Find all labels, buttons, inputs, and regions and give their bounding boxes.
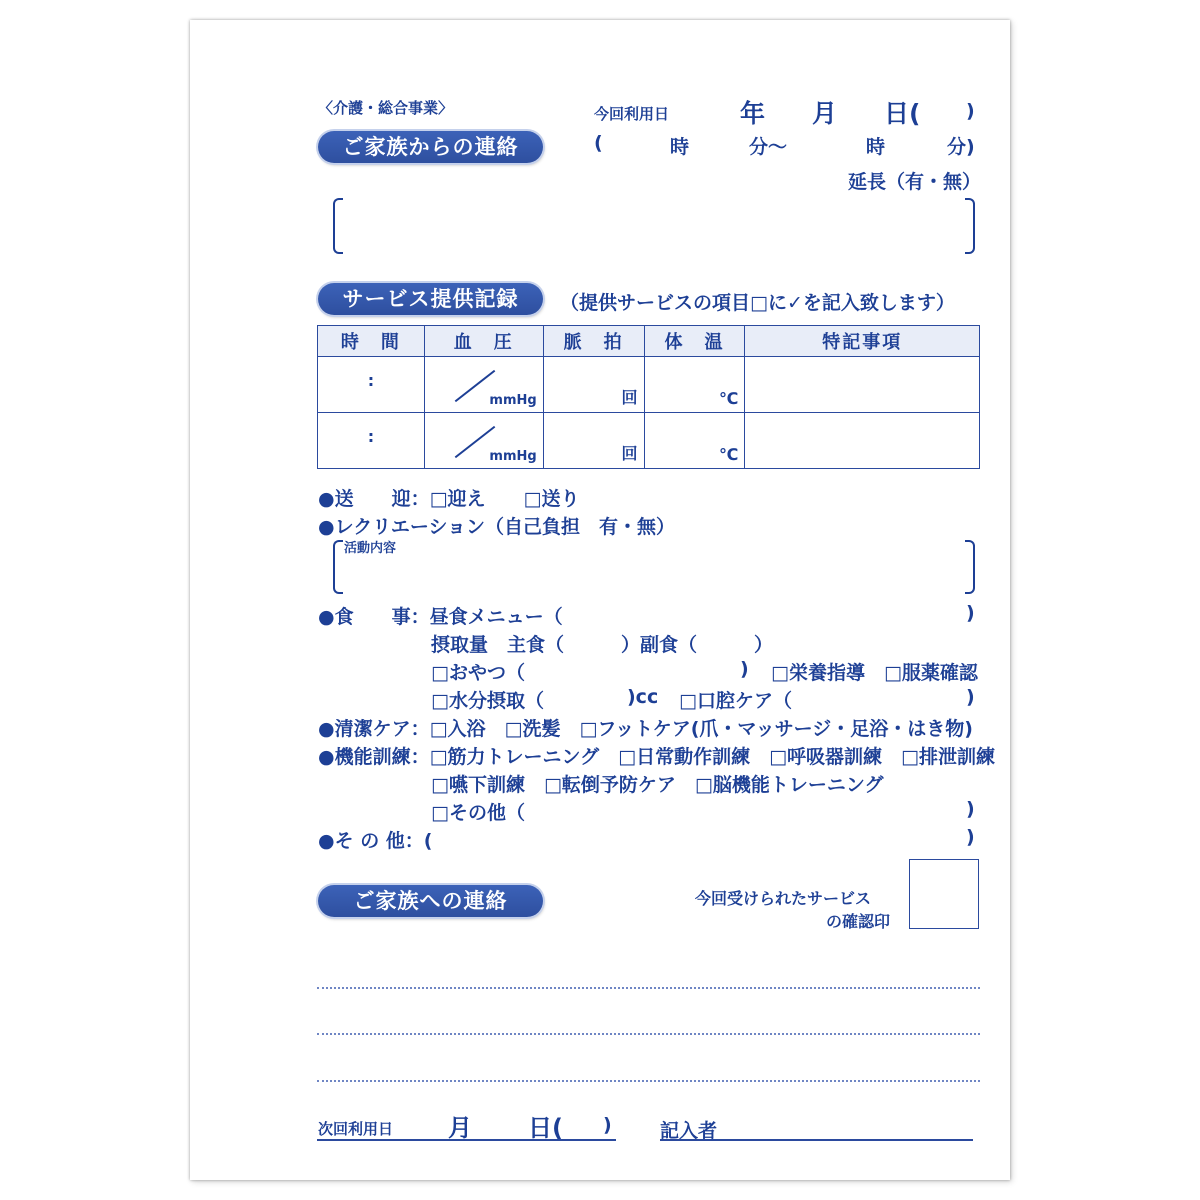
message-line[interactable] xyxy=(317,1080,980,1082)
min-from: 分～ xyxy=(749,136,788,158)
other-box-item[interactable]: □その他（ xyxy=(431,802,525,824)
category-label: 〈介護・総合事業〉 xyxy=(318,99,454,117)
notes-cell[interactable] xyxy=(745,357,980,413)
to-family-heading: ご家族への連絡 xyxy=(318,885,543,917)
header-blood-pressure: 血 圧 xyxy=(424,326,543,357)
next-month: 月 xyxy=(448,1114,472,1142)
activity-label: 活動内容 xyxy=(344,541,397,556)
temp-unit: ℃ xyxy=(719,445,739,464)
time-cell[interactable] xyxy=(318,357,425,413)
time-colon: : xyxy=(367,427,375,446)
next-day-close: ) xyxy=(603,1114,612,1136)
service-record-note: （提供サービスの項目□に✓を記入致します） xyxy=(560,292,955,314)
training-item-2[interactable]: □嚥下訓練 □転倒予防ケア □脳機能トレーニング xyxy=(431,774,884,796)
next-visit-underline[interactable] xyxy=(317,1139,616,1141)
temp-cell[interactable] xyxy=(644,413,745,469)
day-close: ) xyxy=(966,100,975,122)
table-header-row xyxy=(318,326,980,357)
activity-bracket-left xyxy=(333,540,343,594)
writer-underline[interactable] xyxy=(660,1139,973,1141)
next-day: 日( xyxy=(528,1114,563,1142)
min-to: 分) xyxy=(947,136,975,158)
oral-care-item[interactable]: □口腔ケア（ xyxy=(679,690,792,712)
time-open: ( xyxy=(594,132,603,154)
bp-cell[interactable] xyxy=(424,357,543,413)
temp-cell[interactable] xyxy=(644,357,745,413)
table-row xyxy=(318,357,980,413)
meal-close: ) xyxy=(966,602,975,624)
hour-from: 時 xyxy=(670,136,690,158)
other-item[interactable]: ●そ の 他：( xyxy=(318,830,433,852)
extension-label: 延長（有・無） xyxy=(848,171,982,193)
temp-unit: ℃ xyxy=(719,389,739,408)
nutrition-medication-items[interactable]: □栄養指導 □服薬確認 xyxy=(771,662,978,684)
pulse-unit: 回 xyxy=(621,388,638,407)
visit-date-label: 今回利用日 xyxy=(594,105,670,123)
snack-close: ) xyxy=(740,658,749,680)
header-notes: 特記事項 xyxy=(745,326,980,357)
family-contact-bracket-right xyxy=(965,198,975,254)
recreation-item[interactable]: ●レクリエーション（自己負担 有・無） xyxy=(318,516,676,538)
water-unit: )cc xyxy=(627,686,659,708)
family-contact-heading: ご家族からの連絡 xyxy=(318,131,543,163)
table-row xyxy=(318,413,980,469)
other-close: ) xyxy=(966,826,975,848)
vitals-table xyxy=(317,325,980,469)
message-line[interactable] xyxy=(317,1033,980,1035)
family-contact-bracket-left xyxy=(333,198,343,254)
bp-unit: mmHg xyxy=(489,449,537,464)
snack-item[interactable]: □おやつ（ xyxy=(431,662,525,684)
header-time: 時 間 xyxy=(318,326,425,357)
bp-unit: mmHg xyxy=(489,393,537,408)
next-visit-label: 次回利用日 xyxy=(318,1120,394,1138)
activity-bracket-right xyxy=(965,540,975,594)
water-item[interactable]: □水分摂取（ xyxy=(431,690,544,712)
form-sheet xyxy=(190,20,1010,1180)
pulse-unit: 回 xyxy=(621,444,638,463)
pulse-cell[interactable] xyxy=(543,413,644,469)
time-colon: : xyxy=(367,371,375,390)
writer-label: 記入者 xyxy=(660,1120,718,1142)
bp-cell[interactable] xyxy=(424,413,543,469)
stamp-label-2: の確認印 xyxy=(826,912,891,931)
service-record-heading: サービス提供記録 xyxy=(318,283,543,315)
hygiene-item[interactable]: ●清潔ケア：□入浴 □洗髪 □フットケア(爪・マッサージ・足浴・はき物) xyxy=(318,718,973,740)
month-label: 月 xyxy=(812,99,838,128)
other-box-close: ) xyxy=(966,798,975,820)
header-pulse: 脈 拍 xyxy=(543,326,644,357)
meal-item[interactable]: ●食 事：昼食メニュー（ xyxy=(318,606,563,628)
pulse-cell[interactable] xyxy=(543,357,644,413)
time-cell[interactable] xyxy=(318,413,425,469)
meal-intake[interactable]: 摂取量 主食（ ）副食（ ） xyxy=(431,634,774,656)
confirmation-stamp-box[interactable] xyxy=(909,859,979,929)
oral-close: ) xyxy=(966,686,975,708)
year-label: 年 xyxy=(740,99,766,128)
day-label: 日( xyxy=(884,99,921,128)
header-temperature: 体 温 xyxy=(644,326,745,357)
hour-to: 時 xyxy=(866,136,886,158)
stamp-label-1: 今回受けられたサービス xyxy=(695,889,872,908)
notes-cell[interactable] xyxy=(745,413,980,469)
message-line[interactable] xyxy=(317,987,980,989)
transport-item[interactable]: ●送 迎：□迎え □送り xyxy=(318,488,580,510)
training-item[interactable]: ●機能訓練：□筋力トレーニング □日常動作訓練 □呼吸器訓練 □排泄訓練 xyxy=(318,746,996,768)
